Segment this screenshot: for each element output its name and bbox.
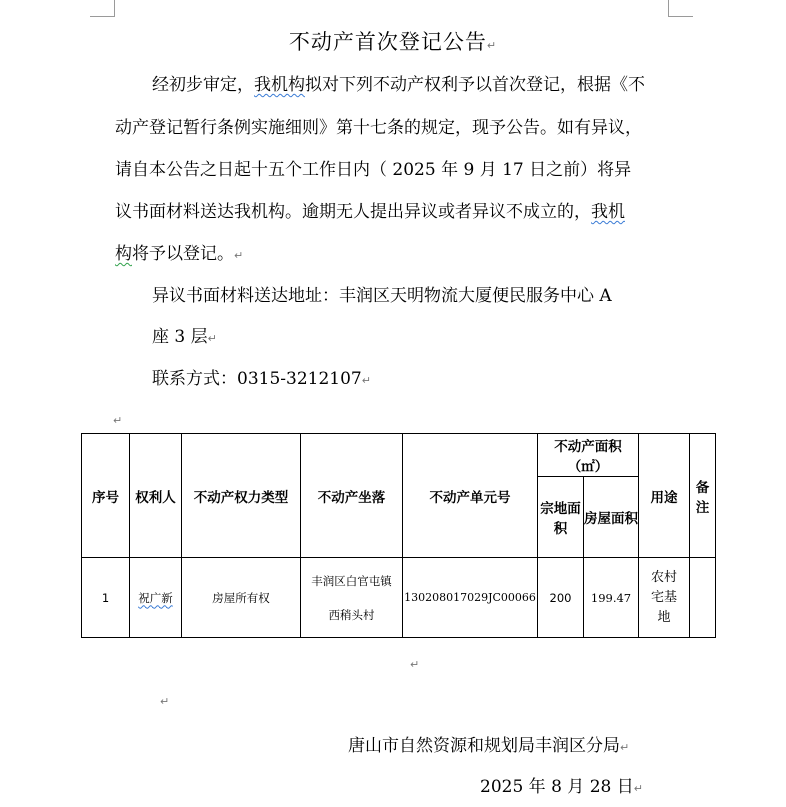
body-line-5: 构将予以登记。↵ (115, 244, 244, 264)
cell-holder: 祝广新 (130, 558, 182, 638)
body-line-1: 经初步审定，我机构拟对下列不动产权利予以首次登记，根据《不 (152, 75, 645, 95)
paragraph-mark-icon: ↵ (160, 695, 170, 708)
body-line-4: 议书面材料送达我机构。逾期无人提出异议或者异议不成立的，我机 (115, 202, 625, 222)
paragraph-mark-icon: ↵ (410, 658, 420, 671)
paragraph-mark-icon: ↵ (486, 39, 498, 52)
crop-mark-top-left (90, 0, 115, 17)
title-text: 不动产首次登记公告 (288, 30, 487, 54)
registration-table (81, 433, 716, 638)
header-remark: 备注 (690, 434, 716, 558)
page-title (0, 26, 786, 56)
address-line-1: 异议书面材料送达地址：丰润区天明物流大厦便民服务中心 A (152, 286, 612, 306)
paragraph-mark-icon: ↵ (113, 414, 123, 427)
header-area-group: 不动产面积（㎡） (538, 434, 639, 477)
cell-usage: 农村宅基地 (639, 558, 690, 638)
contact-line: 联系方式：0315-3212107↵ (152, 369, 371, 389)
cell-seq: 1 (82, 558, 130, 638)
grammar-flag: 我机构 (254, 75, 305, 95)
paragraph-mark-icon: ↵ (207, 332, 217, 345)
crop-mark-top-right (668, 0, 693, 17)
issuing-authority: 唐山市自然资源和规划局丰润区分局↵ (348, 736, 630, 756)
header-holder: 权利人 (130, 434, 182, 558)
paragraph-mark-icon: ↵ (234, 249, 244, 262)
cell-remark (690, 558, 716, 638)
address-line-2: 座 3 层↵ (152, 327, 217, 347)
cell-location: 丰润区白官屯镇 西稍头村 (301, 558, 403, 638)
cell-land-area: 200 (538, 558, 584, 638)
header-seq: 序号 (82, 434, 130, 558)
header-right-type: 不动产权力类型 (182, 434, 301, 558)
header-house-area: 房屋面积 (584, 477, 639, 558)
header-land-area: 宗地面积 (538, 477, 584, 558)
table-row (82, 558, 716, 638)
body-line-3: 请自本公告之日起十五个工作日内（ 2025 年 9 月 17 日之前）将异 (115, 160, 632, 180)
issue-date: 2025 年 8 月 28 日↵ (480, 777, 643, 797)
grammar-flag: 我机 (591, 202, 625, 222)
header-unit-no: 不动产单元号 (403, 434, 538, 558)
paragraph-mark-icon: ↵ (361, 374, 371, 387)
header-location: 不动产坐落 (301, 434, 403, 558)
cell-house-area: 199.47 (584, 558, 639, 638)
paragraph-mark-icon: ↵ (620, 741, 630, 754)
cell-right-type: 房屋所有权 (182, 558, 301, 638)
paragraph-mark-icon: ↵ (633, 782, 643, 795)
header-usage: 用途 (639, 434, 690, 558)
body-line-2: 动产登记暂行条例实施细则》第十七条的规定，现予公告。如有异议， (115, 118, 642, 138)
cell-unit-no: 130208017029JC00066 (403, 558, 538, 638)
grammar-flag: 构 (115, 244, 132, 264)
